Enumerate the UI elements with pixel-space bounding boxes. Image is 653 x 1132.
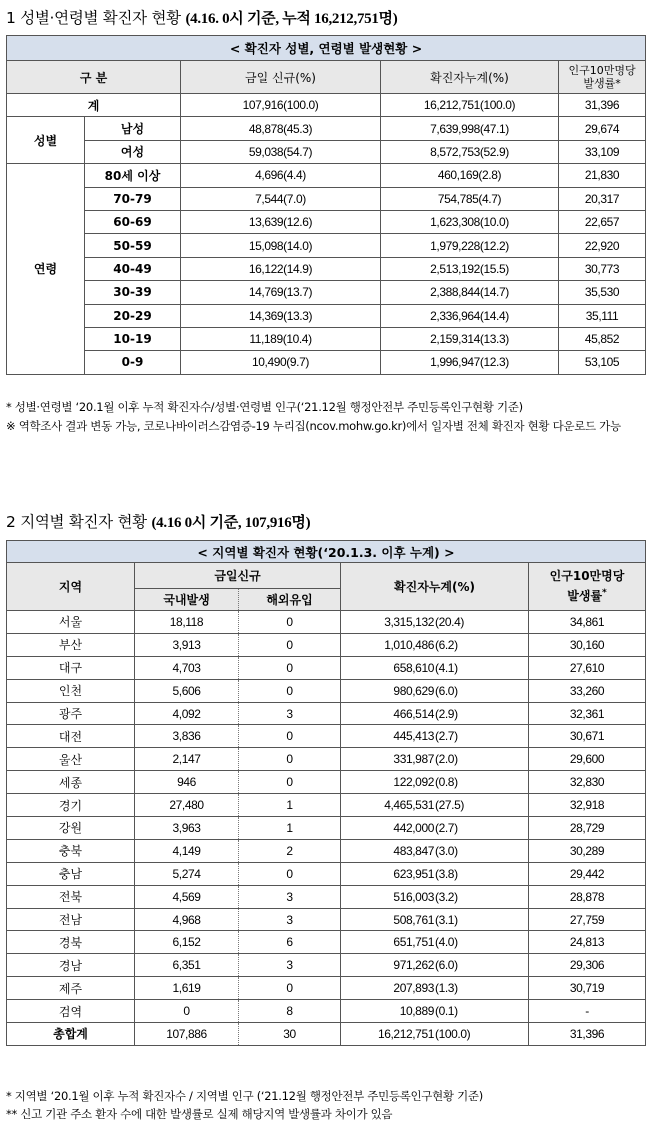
age-rate: 30,773 [559, 257, 646, 280]
region-cumulative: 658,610 [393, 660, 434, 675]
region-cumulative-cell [341, 771, 529, 794]
gender-label-female: 여성 [85, 140, 181, 163]
region-row [7, 1000, 646, 1023]
header-rate-line2: 발생률* [583, 77, 621, 90]
header-region: 지역 [7, 563, 135, 611]
male-cumulative: 7,639,998(47.1) [381, 117, 559, 140]
region-rate: 33,260 [529, 679, 646, 702]
region-cumulative-cell [341, 794, 529, 817]
note: ** 신고 기관 주소 환자 수에 대한 발생률로 실제 해당지역 발생률과 차이가 있음 [6, 1107, 393, 1121]
total-label: 계 [7, 94, 181, 117]
region-name: 부산 [7, 633, 135, 656]
header-rate-mark: * [602, 588, 607, 598]
region-percent: (1.3) [435, 981, 458, 996]
region-percent: (0.1) [435, 1004, 458, 1019]
region-row [7, 633, 646, 656]
region-name: 경북 [7, 931, 135, 954]
region-table [6, 540, 646, 1046]
region-rate: 28,878 [529, 885, 646, 908]
note: * 지역별 ‘20.1월 이후 누적 확진자수 / 지역별 인구 (‘21.12월 행정안전부 주민등록인구현황 기준) [6, 1089, 483, 1103]
region-row [7, 725, 646, 748]
region-cumulative: 207,893 [393, 981, 434, 996]
region-overseas: 0 [239, 679, 341, 702]
female-rate: 33,109 [559, 140, 646, 163]
region-row [7, 977, 646, 1000]
region-cumulative-cell [341, 1000, 529, 1023]
region-cumulative: 651,751 [393, 935, 434, 950]
region-rate: 30,719 [529, 977, 646, 1000]
section2-heading [6, 510, 310, 532]
region-domestic: 946 [135, 771, 239, 794]
header-today: 금일신규 [135, 563, 341, 589]
region-row [7, 771, 646, 794]
region-percent: (3.0) [435, 843, 458, 858]
header-rate-line1: 인구10만명당 [568, 64, 636, 77]
region-percent: (2.7) [435, 729, 458, 744]
region-domestic: 3,963 [135, 817, 239, 840]
header-category: 구 분 [7, 61, 181, 94]
region-percent: (27.5) [435, 798, 464, 813]
region-rate: 30,671 [529, 725, 646, 748]
region-cumulative: 483,847 [393, 843, 434, 858]
age-new: 7,544(7.0) [181, 187, 381, 210]
total-overseas: 30 [239, 1023, 341, 1046]
region-rows [7, 611, 646, 1023]
region-name: 전북 [7, 885, 135, 908]
age-rate: 21,830 [559, 164, 646, 187]
age-row-label: 20-29 [85, 304, 181, 327]
age-row-label: 70-79 [85, 187, 181, 210]
region-name: 경기 [7, 794, 135, 817]
female-new: 59,038(54.7) [181, 140, 381, 163]
region-percent: (2.7) [435, 820, 458, 835]
region-row [7, 931, 646, 954]
age-cumulative: 460,169(2.8) [381, 164, 559, 187]
age-new: 4,696(4.4) [181, 164, 381, 187]
region-domestic: 0 [135, 1000, 239, 1023]
age-row-label: 60-69 [85, 210, 181, 233]
region-rate: 32,361 [529, 702, 646, 725]
region-cumulative: 516,003 [393, 889, 434, 904]
age-cumulative: 2,159,314(13.3) [381, 327, 559, 350]
region-overseas: 1 [239, 817, 341, 840]
region-cumulative-cell [341, 748, 529, 771]
total-domestic: 107,886 [135, 1023, 239, 1046]
region-overseas: 0 [239, 633, 341, 656]
region-domestic: 4,569 [135, 885, 239, 908]
region-row [7, 748, 646, 771]
section1-subtitle: (4.16. 0시 기준, 누적 16,212,751명) [185, 11, 398, 27]
age-new: 14,769(13.7) [181, 281, 381, 304]
region-row [7, 908, 646, 931]
region-rate: 27,610 [529, 656, 646, 679]
section2-subtitle: (4.16 0시 기준, 107,916명) [151, 515, 311, 531]
region-domestic: 3,913 [135, 633, 239, 656]
region-percent: (6.0) [435, 958, 458, 973]
region-overseas: 3 [239, 702, 341, 725]
header-overseas: 해외유입 [239, 589, 341, 611]
region-domestic: 5,274 [135, 862, 239, 885]
header-rate-line2 [532, 585, 642, 605]
region-rate: - [529, 1000, 646, 1023]
region-overseas: 0 [239, 611, 341, 634]
region-domestic: 27,480 [135, 794, 239, 817]
region-row [7, 702, 646, 725]
region-row [7, 885, 646, 908]
region-percent: (0.8) [435, 775, 458, 790]
age-rate: 22,657 [559, 210, 646, 233]
total-cumulative: 16,212,751 [377, 1026, 434, 1041]
region-rate: 29,600 [529, 748, 646, 771]
region-cumulative: 331,987 [393, 752, 434, 767]
region-cumulative-cell [341, 908, 529, 931]
region-cumulative-cell [341, 839, 529, 862]
total-cumulative-cell [341, 1023, 529, 1046]
region-cumulative: 508,761 [393, 912, 434, 927]
age-cumulative: 1,996,947(12.3) [381, 351, 559, 374]
region-name: 대구 [7, 656, 135, 679]
region-cumulative-cell [341, 931, 529, 954]
region-cumulative-cell [341, 885, 529, 908]
region-name: 검역 [7, 1000, 135, 1023]
age-rate: 53,105 [559, 351, 646, 374]
region-overseas: 0 [239, 977, 341, 1000]
region-overseas: 0 [239, 656, 341, 679]
region-name: 인천 [7, 679, 135, 702]
age-row-label: 10-19 [85, 327, 181, 350]
age-new: 16,122(14.9) [181, 257, 381, 280]
region-name: 강원 [7, 817, 135, 840]
header-rate-label: 발생률 [567, 589, 603, 603]
region-cumulative-cell [341, 817, 529, 840]
age-cumulative: 754,785(4.7) [381, 187, 559, 210]
region-overseas: 8 [239, 1000, 341, 1023]
total-rate: 31,396 [529, 1023, 646, 1046]
region-name: 충남 [7, 862, 135, 885]
region-name: 대전 [7, 725, 135, 748]
note: ※ 역학조사 결과 변동 가능, 코로나바이러스감염증-19 누리집(ncov.mohw.go.kr)에서 일자별 전체 확진자 현황 다운로드 가능 [6, 419, 621, 433]
header-rate [559, 61, 646, 94]
region-cumulative: 3,315,132 [384, 614, 434, 629]
table1-caption: < 확진자 성별, 연령별 발생현황 > [7, 36, 646, 61]
region-rate: 29,442 [529, 862, 646, 885]
section1-notes [6, 398, 646, 436]
region-domestic: 2,147 [135, 748, 239, 771]
region-name: 제주 [7, 977, 135, 1000]
region-name: 울산 [7, 748, 135, 771]
region-name: 충북 [7, 839, 135, 862]
region-overseas: 2 [239, 839, 341, 862]
section1-title: 1 성별·연령별 확진자 현황 [6, 9, 181, 27]
total-region-name: 총합계 [7, 1023, 135, 1046]
age-cumulative: 2,513,192(15.5) [381, 257, 559, 280]
header-rate [529, 563, 646, 611]
age-cumulative: 1,979,228(12.2) [381, 234, 559, 257]
region-overseas: 3 [239, 885, 341, 908]
region-rate: 28,729 [529, 817, 646, 840]
table2-caption: < 지역별 확진자 현황(‘20.1.3. 이후 누계) > [7, 541, 646, 563]
region-percent: (3.2) [435, 889, 458, 904]
total-percent: (100.0) [435, 1026, 471, 1041]
region-percent: (2.9) [435, 706, 458, 721]
female-cumulative: 8,572,753(52.9) [381, 140, 559, 163]
region-cumulative: 122,092 [393, 775, 434, 790]
region-percent: (6.0) [435, 683, 458, 698]
header-cumulative: 확진자누계(%) [341, 563, 529, 611]
region-cumulative-cell [341, 862, 529, 885]
region-domestic: 4,092 [135, 702, 239, 725]
region-cumulative-cell [341, 633, 529, 656]
region-name: 경남 [7, 954, 135, 977]
age-row-label: 80세 이상 [85, 164, 181, 187]
gender-label-male: 남성 [85, 117, 181, 140]
region-overseas: 0 [239, 725, 341, 748]
region-row [7, 656, 646, 679]
region-overseas: 0 [239, 748, 341, 771]
region-rate: 34,861 [529, 611, 646, 634]
region-percent: (6.2) [435, 637, 458, 652]
region-name: 서울 [7, 611, 135, 634]
region-cumulative: 10,889 [399, 1004, 434, 1019]
region-cumulative-cell [341, 977, 529, 1000]
region-domestic: 4,968 [135, 908, 239, 931]
region-domestic: 1,619 [135, 977, 239, 1000]
region-name: 광주 [7, 702, 135, 725]
age-label: 연령 [7, 164, 85, 375]
total-cumulative: 16,212,751(100.0) [381, 94, 559, 117]
header-domestic: 국내발생 [135, 589, 239, 611]
region-cumulative: 971,262 [393, 958, 434, 973]
region-overseas: 0 [239, 771, 341, 794]
age-new: 15,098(14.0) [181, 234, 381, 257]
region-row [7, 794, 646, 817]
region-domestic: 3,836 [135, 725, 239, 748]
region-rate: 29,306 [529, 954, 646, 977]
region-row [7, 679, 646, 702]
region-cumulative-cell [341, 702, 529, 725]
region-overseas: 6 [239, 931, 341, 954]
region-cumulative-cell [341, 679, 529, 702]
region-domestic: 6,152 [135, 931, 239, 954]
age-rate: 35,530 [559, 281, 646, 304]
region-rate: 32,918 [529, 794, 646, 817]
region-percent: (3.1) [435, 912, 458, 927]
region-percent: (4.0) [435, 935, 458, 950]
age-cumulative: 2,336,964(14.4) [381, 304, 559, 327]
section2-notes [6, 1087, 646, 1123]
age-new: 13,639(12.6) [181, 210, 381, 233]
region-percent: (4.1) [435, 660, 458, 675]
age-row-label: 30-39 [85, 281, 181, 304]
header-new: 금일 신규(%) [181, 61, 381, 94]
note: * 성별·연령별 ‘20.1월 이후 누적 확진자수/성별·연령별 인구(‘21.12월 행정안전부 주민등록인구현황 기준) [6, 400, 523, 414]
region-row [7, 611, 646, 634]
male-new: 48,878(45.3) [181, 117, 381, 140]
section1-heading [6, 6, 397, 28]
region-domestic: 4,149 [135, 839, 239, 862]
age-rate: 35,111 [559, 304, 646, 327]
region-rate: 24,813 [529, 931, 646, 954]
age-new: 11,189(10.4) [181, 327, 381, 350]
region-cumulative-cell [341, 725, 529, 748]
region-row [7, 954, 646, 977]
region-rate: 30,289 [529, 839, 646, 862]
region-overseas: 0 [239, 862, 341, 885]
region-cumulative: 445,413 [393, 729, 434, 744]
section2-title: 2 지역별 확진자 현황 [6, 513, 147, 531]
region-rate: 32,830 [529, 771, 646, 794]
region-row [7, 839, 646, 862]
region-overseas: 1 [239, 794, 341, 817]
total-new: 107,916(100.0) [181, 94, 381, 117]
region-percent: (20.4) [435, 614, 464, 629]
region-cumulative-cell [341, 611, 529, 634]
age-cumulative: 2,388,844(14.7) [381, 281, 559, 304]
region-name: 전남 [7, 908, 135, 931]
header-cumulative: 확진자누계(%) [381, 61, 559, 94]
total-rate: 31,396 [559, 94, 646, 117]
age-new: 10,490(9.7) [181, 351, 381, 374]
region-percent: (3.8) [435, 866, 458, 881]
region-domestic: 18,118 [135, 611, 239, 634]
age-rate: 45,852 [559, 327, 646, 350]
region-row [7, 862, 646, 885]
region-cumulative: 442,000 [393, 820, 434, 835]
male-rate: 29,674 [559, 117, 646, 140]
region-rate: 27,759 [529, 908, 646, 931]
age-row-label: 0-9 [85, 351, 181, 374]
region-percent: (2.0) [435, 752, 458, 767]
region-domestic: 6,351 [135, 954, 239, 977]
gender-label: 성별 [7, 117, 85, 164]
header-rate-line1: 인구10만명당 [549, 569, 625, 583]
age-row-label: 40-49 [85, 257, 181, 280]
region-cumulative: 1,010,486 [384, 637, 434, 652]
region-cumulative: 623,951 [393, 866, 434, 881]
age-rate: 22,920 [559, 234, 646, 257]
region-domestic: 5,606 [135, 679, 239, 702]
region-cumulative: 4,465,531 [384, 798, 434, 813]
region-cumulative: 980,629 [393, 683, 434, 698]
region-cumulative: 466,514 [393, 706, 434, 721]
region-overseas: 3 [239, 908, 341, 931]
age-row-label: 50-59 [85, 234, 181, 257]
region-cumulative-cell [341, 656, 529, 679]
age-cumulative: 1,623,308(10.0) [381, 210, 559, 233]
region-rate: 30,160 [529, 633, 646, 656]
age-rate: 20,317 [559, 187, 646, 210]
region-overseas: 3 [239, 954, 341, 977]
region-row [7, 817, 646, 840]
gender-age-table [6, 35, 646, 375]
region-domestic: 4,703 [135, 656, 239, 679]
region-cumulative-cell [341, 954, 529, 977]
region-name: 세종 [7, 771, 135, 794]
age-new: 14,369(13.3) [181, 304, 381, 327]
